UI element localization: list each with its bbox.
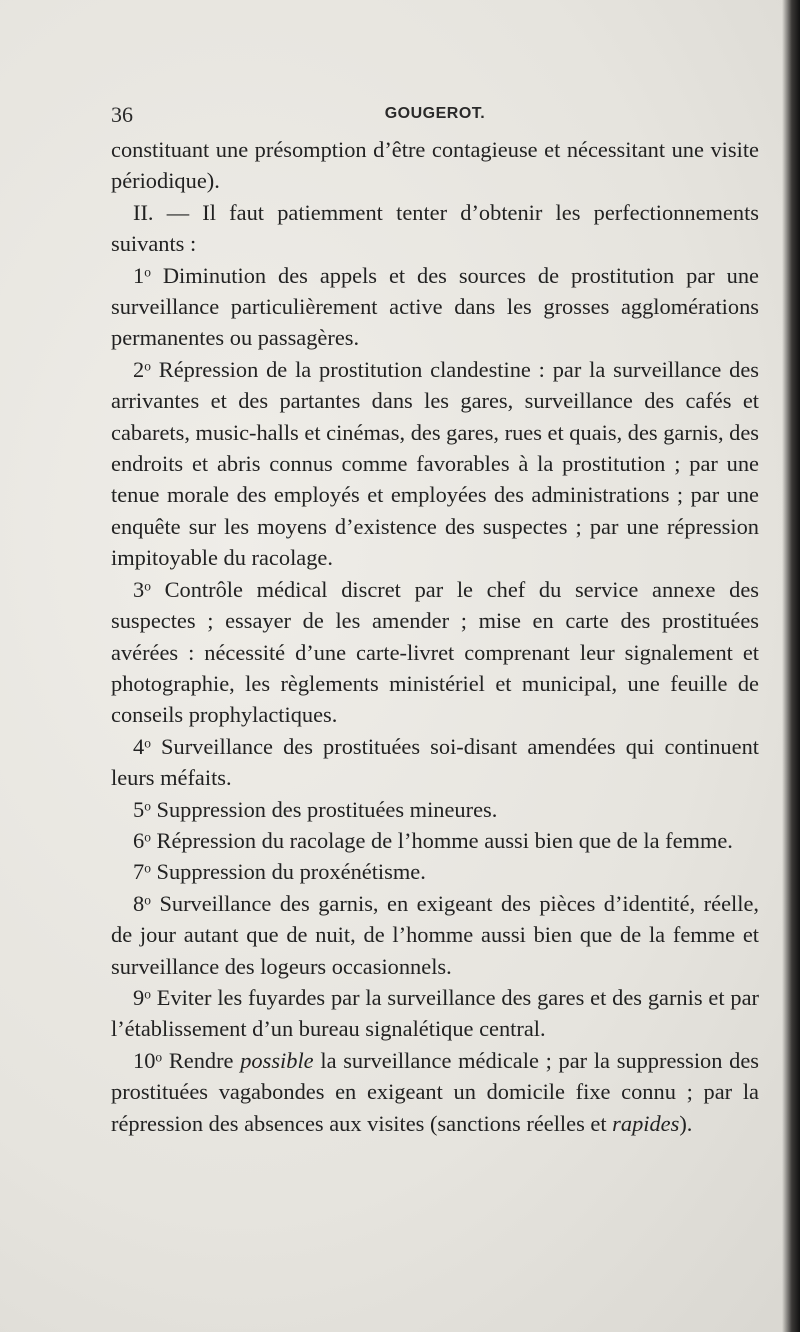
page-number: 36 [111,102,133,127]
list-item-6: 6$^o$ Répression du racolage de l’homme aussi bien que de la femme. [133,827,733,853]
paragraph-section-ii: II. — Il faut patiemment tenter d’obtenir les perfectionnements suivants : [111,199,759,257]
list-item-9: 9$^o$ Eviter les fuyardes par la surveillance des gares et des garnis et par l’établissement d’un bureau signalétique central. [111,984,759,1042]
list-item-10: 10$^o$ Rendre possible la surveillance médicale ; par la suppression des prostituées vagabondes en exigeant un domicile fixe connu ; par la répression des absences aux visites (sanctions réelles et rapides). [111,1047,759,1136]
list-item-4: 4$^o$ Surveillance des prostituées soi-disant amendées qui continuent leurs méfaits. [111,733,759,791]
list-item-3: 3$^o$ Contrôle médical discret par le chef du service annexe des suspectes ; essayer de les amender ; mise en carte des prostituées avérées : nécessité d’une carte-livret comprenant leur signalement et photographie, les règlements ministériel et municipal, une feuille de conseils prophylactiques. [111,576,759,728]
list-item-2: 2$^o$ Répression de la prostitution clandestine : par la surveillance des arrivantes et des partantes dans les gares, surveillance des cafés et cabarets, music-halls et cinémas, des gares, rues et quais, des garnis, des endroits et abris connus comme favorables à la prostitution ; par une tenue morale des employés et employées des administrations ; par une enquête sur les moyens d’existence des suspectes ; par une répression impitoyable du racolage. [111,356,759,571]
paragraph-continuation: constituant une présomption d’être contagieuse et nécessitant une visite périodique). [111,137,759,194]
book-spine-shadow [782,0,800,1332]
running-title: GOUGEROT. [384,105,486,122]
list-item-1: 1$^o$ Diminution des appels et des sources de prostitution par une surveillance particulièrement active dans les grosses agglomérations permanentes ou passagères. [111,262,759,351]
list-item-5: 5$^o$ Suppression des prostituées mineures. [133,796,498,822]
list-item-7: 7$^o$ Suppression du proxénétisme. [133,859,426,885]
page-header [111,98,759,134]
book-page [111,98,759,1139]
list-item-8: 8$^o$ Surveillance des garnis, en exigeant des pièces d’identité, réelle, de jour autant que de nuit, de l’homme aussi bien que de la femme et surveillance des logeurs occasionnels. [111,890,759,979]
